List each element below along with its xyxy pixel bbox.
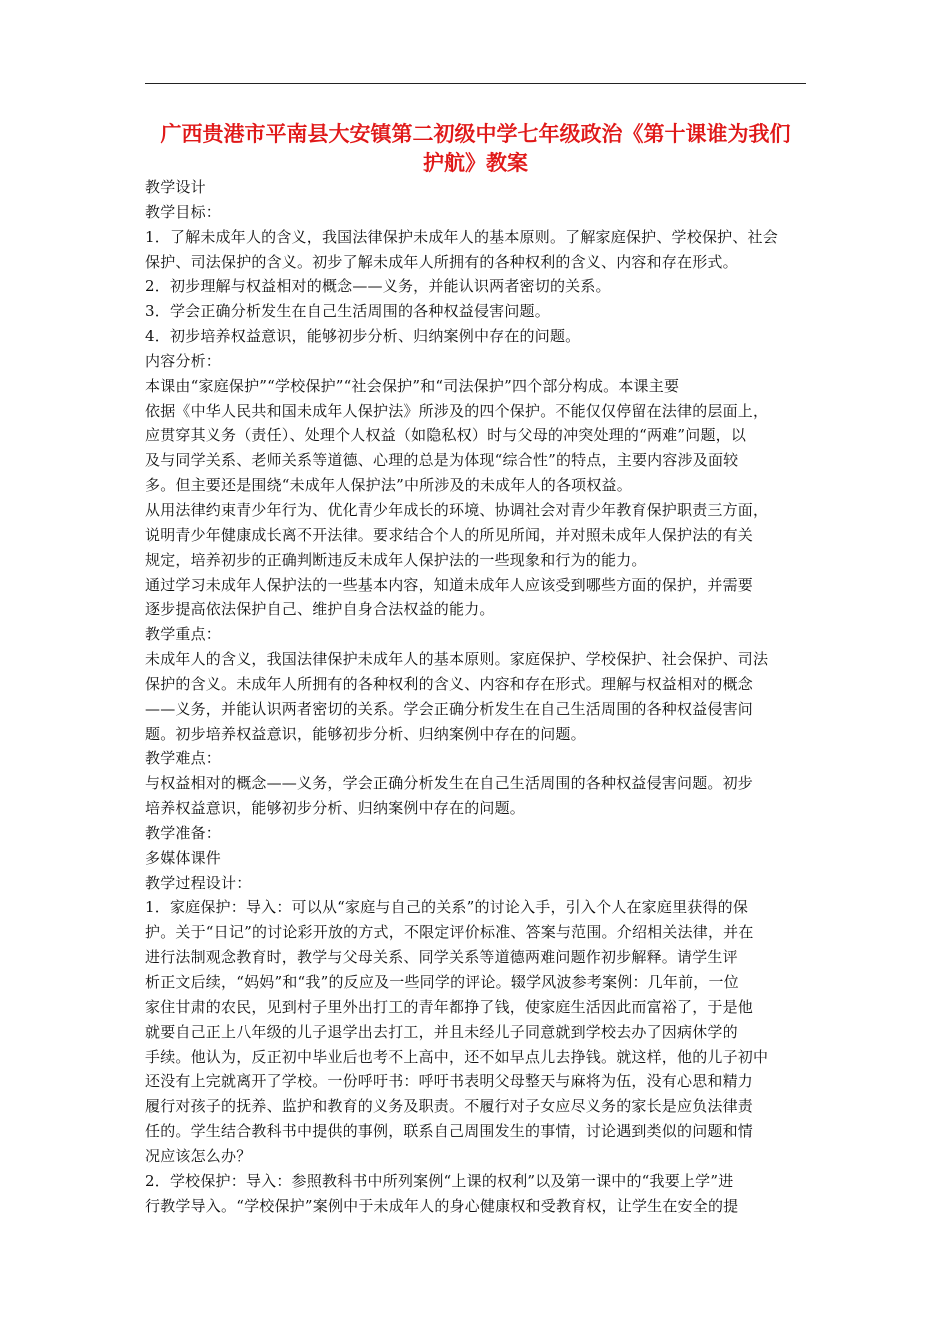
- document-title: [145, 120, 806, 178]
- title-line-2: 护航》教案: [423, 151, 528, 175]
- body-line: 就要自己正上八年级的儿子退学出去打工，并且未经儿子同意就到学校去办了因病休学的: [145, 1022, 738, 1041]
- body-line: 教学重点：: [145, 625, 222, 644]
- body-line: 培养权益意识，能够初步分析、归纳案例中存在的问题。: [145, 799, 526, 818]
- body-line: 未成年人的含义，我国法律保护未成年人的基本原则。家庭保护、学校保护、社会保护、司法: [145, 650, 769, 669]
- body-line: 与权益相对的概念——义务，学会正确分析发生在自己生活周围的各种权益侵害问题。初步: [145, 774, 754, 793]
- document-body: [145, 175, 811, 1218]
- body-line: 3．学会正确分析发生在自己生活周围的各种权益侵害问题。: [145, 302, 550, 321]
- body-line: ——义务，并能认识两者密切的关系。学会正确分析发生在自己生活周围的各种权益侵害问: [145, 699, 754, 718]
- body-line: 析正文后续，“妈妈”和“我”的反应及一些同学的评论。辍学风波参考案例：几年前，一位: [145, 973, 739, 991]
- body-line: 家住甘肃的农民，见到村子里外出打工的青年都挣了钱，使家庭生活因此而富裕了，于是他: [145, 997, 754, 1016]
- body-line: 进行法制观念教育时，教学与父母关系、同学关系等道德两难问题作初步解释。请学生评: [145, 948, 738, 967]
- body-line: 履行对孩子的抚养、监护和教育的义务及职责。不履行对子女应尽义务的家长是应负法律责: [145, 1097, 754, 1116]
- body-line: 教学过程设计：: [145, 873, 252, 892]
- body-line: 护。关于“日记”的讨论彩开放的方式，不限定评价标准、答案与范围。介绍相关法律，并在: [145, 923, 754, 942]
- body-line: 逐步提高依法保护自己、维护自身合法权益的能力。: [145, 600, 495, 619]
- body-line: 多媒体课件: [145, 848, 222, 867]
- body-line: 本课由“家庭保护”“学校保护”“社会保护”和“司法保护”四个部分构成。本课主要: [145, 376, 680, 395]
- body-line: 保护的含义。未成年人所拥有的各种权利的含义、内容和存在形式。理解与权益相对的概念: [145, 674, 754, 693]
- body-line: 规定，培养初步的正确判断违反未成年人保护法的一些现象和行为的能力。: [145, 550, 647, 569]
- body-line: 任的。学生结合教科书中提供的事例，联系自己周围发生的事情，讨论遇到类似的问题和情: [145, 1122, 754, 1141]
- body-line: 通过学习未成年人保护法的一些基本内容，知道未成年人应该受到哪些方面的保护，并需要: [145, 575, 754, 594]
- body-line: 手续。他认为，反正初中毕业后也考不上高中，还不如早点儿去挣钱。就这样，他的儿子初中: [145, 1047, 769, 1066]
- body-line: 教学设计: [145, 178, 206, 196]
- body-line: 2．学校保护：导入：参照教科书中所列案例“上课的权利”以及第一课中的“我要上学”进: [145, 1171, 734, 1190]
- body-line: 应贯穿其义务（责任）、处理个人权益（如隐私权）时与父母的冲突处理的“两难”问题，以: [145, 426, 747, 445]
- body-line: 1．了解未成年人的含义，我国法律保护未成年人的基本原则。了解家庭保护、学校保护、社会: [145, 227, 778, 246]
- body-line: 况应该怎么办？: [145, 1146, 252, 1165]
- body-line: 还没有上完就离开了学校。一份呼吁书：呼吁书表明父母整天与麻将为伍，没有心思和精力: [145, 1072, 754, 1091]
- body-line: 行教学导入。“学校保护”案例中于未成年人的身心健康权和受教育权，让学生在安全的提: [145, 1196, 739, 1215]
- header-rule: [145, 83, 806, 84]
- body-line: 多。但主要还是围绕“未成年人保护法”中所涉及的未成年人的各项权益。: [145, 476, 632, 495]
- body-line: 题。初步培养权益意识，能够初步分析、归纳案例中存在的问题。: [145, 724, 586, 743]
- body-line: 1．家庭保护：导入：可以从“家庭与自己的关系”的讨论入手，引入个人在家庭里获得的保: [145, 898, 749, 917]
- body-line: 4．初步培养权益意识，能够初步分析、归纳案例中存在的问题。: [145, 327, 581, 346]
- body-line: 保护、司法保护的含义。初步了解未成年人所拥有的各种权利的含义、内容和存在形式。: [145, 252, 738, 271]
- body-line: 教学准备：: [145, 823, 222, 842]
- body-line: 依据《中华人民共和国未成年人保护法》所涉及的四个保护。不能仅仅停留在法律的层面上，: [145, 401, 769, 420]
- body-line: 教学目标：: [145, 202, 222, 221]
- body-line: 2．初步理解与权益相对的概念——义务，并能认识两者密切的关系。: [145, 277, 611, 296]
- body-line: 说明青少年健康成长离不开法律。要求结合个人的所见所闻，并对照未成年人保护法的有关: [145, 525, 754, 544]
- body-line: 教学难点：: [145, 749, 222, 768]
- body-line: 内容分析：: [145, 351, 222, 370]
- title-line-1: 广西贵港市平南县大安镇第二初级中学七年级政治《第十课谁为我们: [160, 122, 791, 146]
- body-line: 从用法律约束青少年行为、优化青少年成长的环境、协调社会对青少年教育保护职责三方面，: [145, 500, 769, 519]
- body-line: 及与同学关系、老师关系等道德、心理的总是为体现“综合性”的特点，主要内容涉及面较: [145, 451, 739, 470]
